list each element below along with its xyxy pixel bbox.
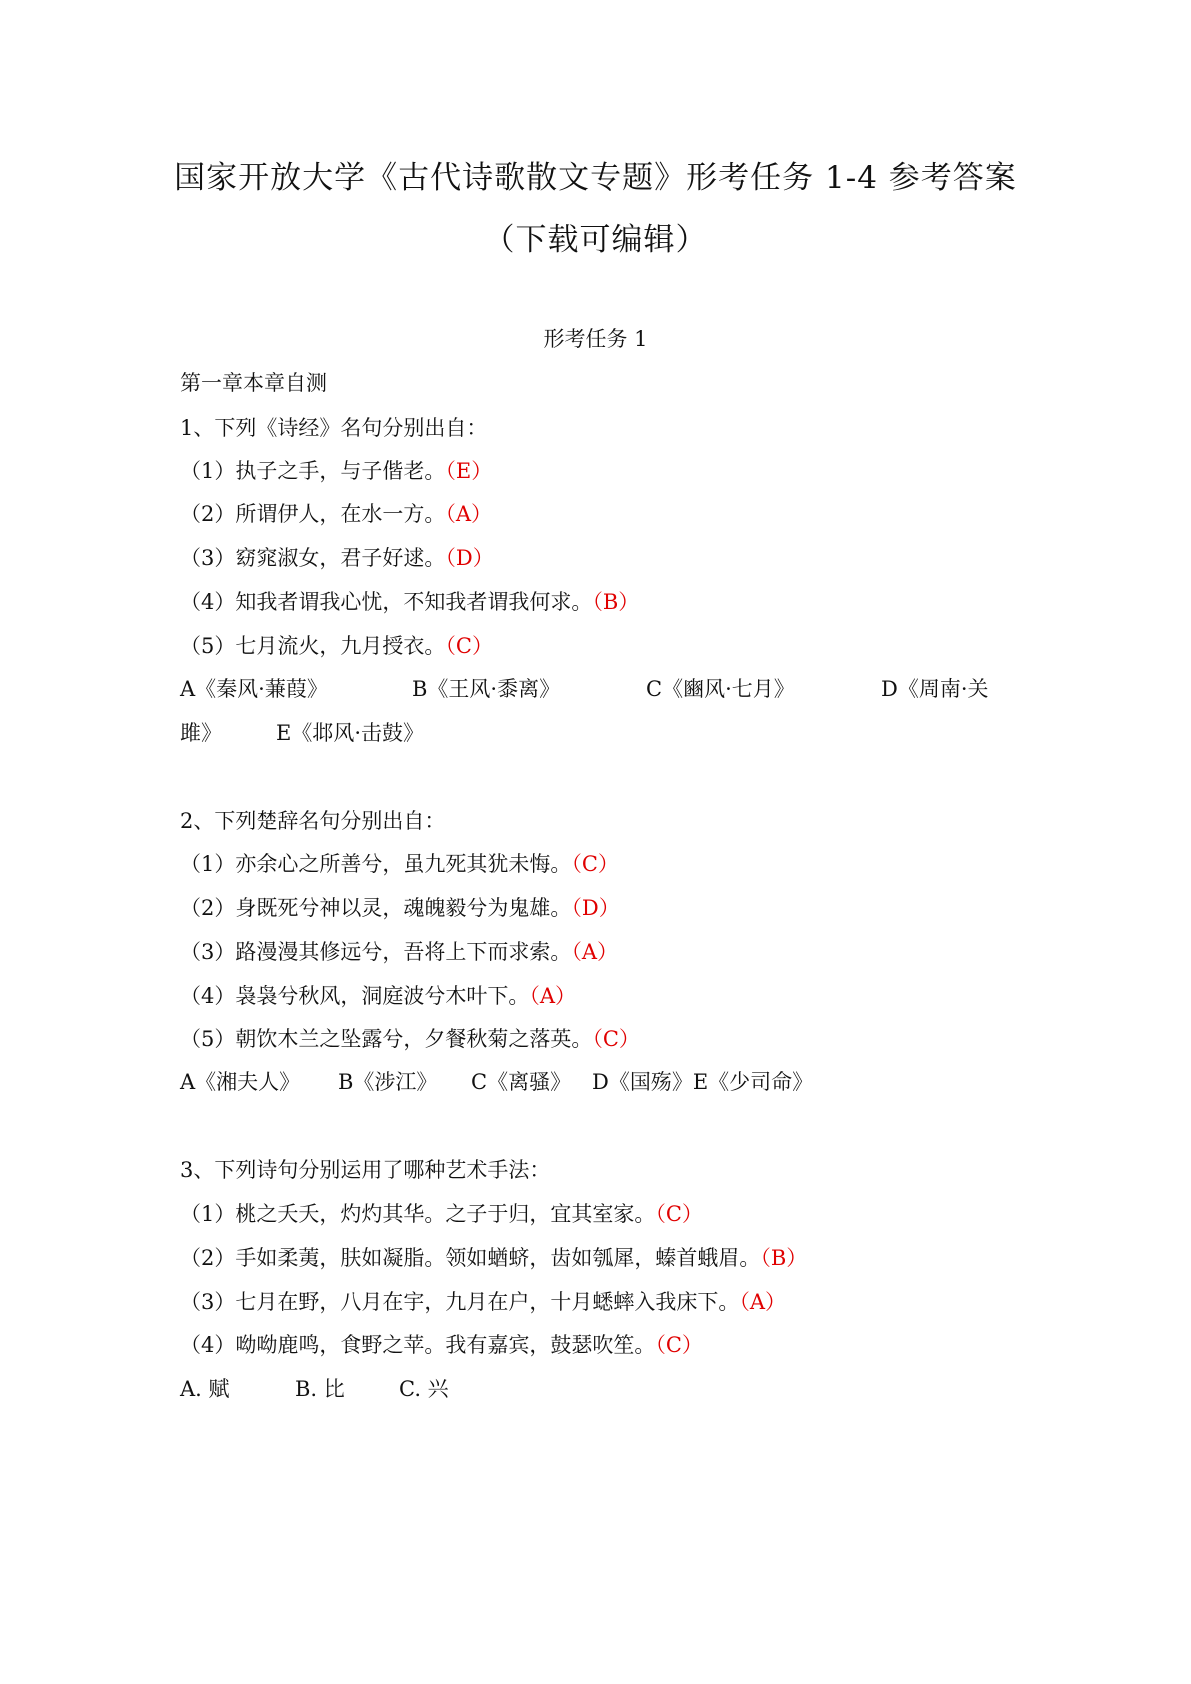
option-e: E《邶风·击鼓》 [276, 721, 425, 745]
item-text: （2）身既死兮神以灵，魂魄毅兮为鬼雄。 [180, 896, 572, 920]
option-c: C《离骚》 [471, 1070, 572, 1094]
q2-item [180, 892, 620, 922]
item-text: （1）桃之夭夭，灼灼其华。之子于归，宜其室家。 [180, 1202, 656, 1226]
option-a: A. 赋 [180, 1377, 230, 1401]
answer-mark: （C） [571, 852, 619, 876]
q1-item [180, 630, 493, 660]
item-text: （3）窈窕淑女，君子好逑。 [180, 546, 446, 570]
option-d-e: D《国殇》E《少司命》 [592, 1070, 814, 1094]
option-c: C. 兴 [399, 1377, 449, 1401]
q1-stem: 1、下列《诗经》名句分别出自： [180, 416, 488, 440]
answer-mark: （B） [592, 590, 640, 614]
q3-item [180, 1198, 703, 1228]
q3-item [180, 1329, 703, 1359]
item-text: （4）呦呦鹿鸣，食野之苹。我有嘉宾，鼓瑟吹笙。 [180, 1333, 656, 1357]
answer-mark: （A） [445, 502, 493, 526]
q1-item [180, 586, 639, 616]
item-text: （5）朝饮木兰之坠露兮，夕餐秋菊之落英。 [180, 1027, 593, 1051]
answer-mark: （C） [445, 634, 493, 658]
option-a: A《湘夫人》 [180, 1070, 301, 1094]
option-b: B《涉江》 [338, 1070, 438, 1094]
q2-item [180, 1023, 640, 1053]
option-d-cont: 雎》 [180, 721, 222, 745]
q3-item [180, 1286, 786, 1316]
q2-item [180, 936, 618, 966]
q1-item [180, 455, 492, 485]
q1-item [180, 542, 494, 572]
document-subtitle: （下载可编辑） [483, 222, 708, 258]
item-text: （3）路漫漫其修远兮，吾将上下而求索。 [180, 940, 572, 964]
answer-mark: （D） [445, 546, 494, 570]
answer-mark: （C） [655, 1333, 703, 1357]
option-b: B. 比 [295, 1377, 345, 1401]
answer-mark: （D） [571, 896, 620, 920]
option-a: A《秦风·蒹葭》 [180, 677, 328, 701]
q1-item [180, 498, 492, 528]
q3-item [180, 1242, 807, 1272]
answer-mark: （E） [445, 459, 493, 483]
option-c: C《豳风·七月》 [646, 677, 795, 701]
item-text: （1）执子之手，与子偕老。 [180, 459, 446, 483]
item-text: （4）知我者谓我心忧，不知我者谓我何求。 [180, 590, 593, 614]
item-text: （4）袅袅兮秋风，洞庭波兮木叶下。 [180, 984, 530, 1008]
q2-item [180, 848, 619, 878]
q2-stem: 2、下列楚辞名句分别出自： [180, 809, 446, 833]
item-text: （2）手如柔荑，肤如凝脂。领如蝤蛴，齿如瓠犀，螓首蛾眉。 [180, 1246, 761, 1270]
item-text: （3）七月在野，八月在宇，九月在户，十月蟋蟀入我床下。 [180, 1290, 740, 1314]
document-title: 国家开放大学《古代诗歌散文专题》形考任务 1-4 参考答案 [174, 160, 1017, 196]
answer-mark: （C） [592, 1027, 640, 1051]
answer-mark: （A） [739, 1290, 787, 1314]
q3-stem: 3、下列诗句分别运用了哪种艺术手法： [180, 1158, 551, 1182]
answer-mark: （A） [529, 984, 577, 1008]
answer-mark: （A） [571, 940, 619, 964]
answer-mark: （C） [655, 1202, 703, 1226]
chapter-heading: 第一章本章自测 [180, 371, 327, 395]
answer-mark: （B） [760, 1246, 808, 1270]
item-text: （1）亦余心之所善兮，虽九死其犹未悔。 [180, 852, 572, 876]
section-heading: 形考任务 1 [543, 327, 648, 351]
option-d: D《周南·关 [881, 677, 989, 701]
option-b: B《王风·黍离》 [412, 677, 561, 701]
q2-item [180, 980, 576, 1010]
item-text: （5）七月流火，九月授衣。 [180, 634, 446, 658]
item-text: （2）所谓伊人，在水一方。 [180, 502, 446, 526]
